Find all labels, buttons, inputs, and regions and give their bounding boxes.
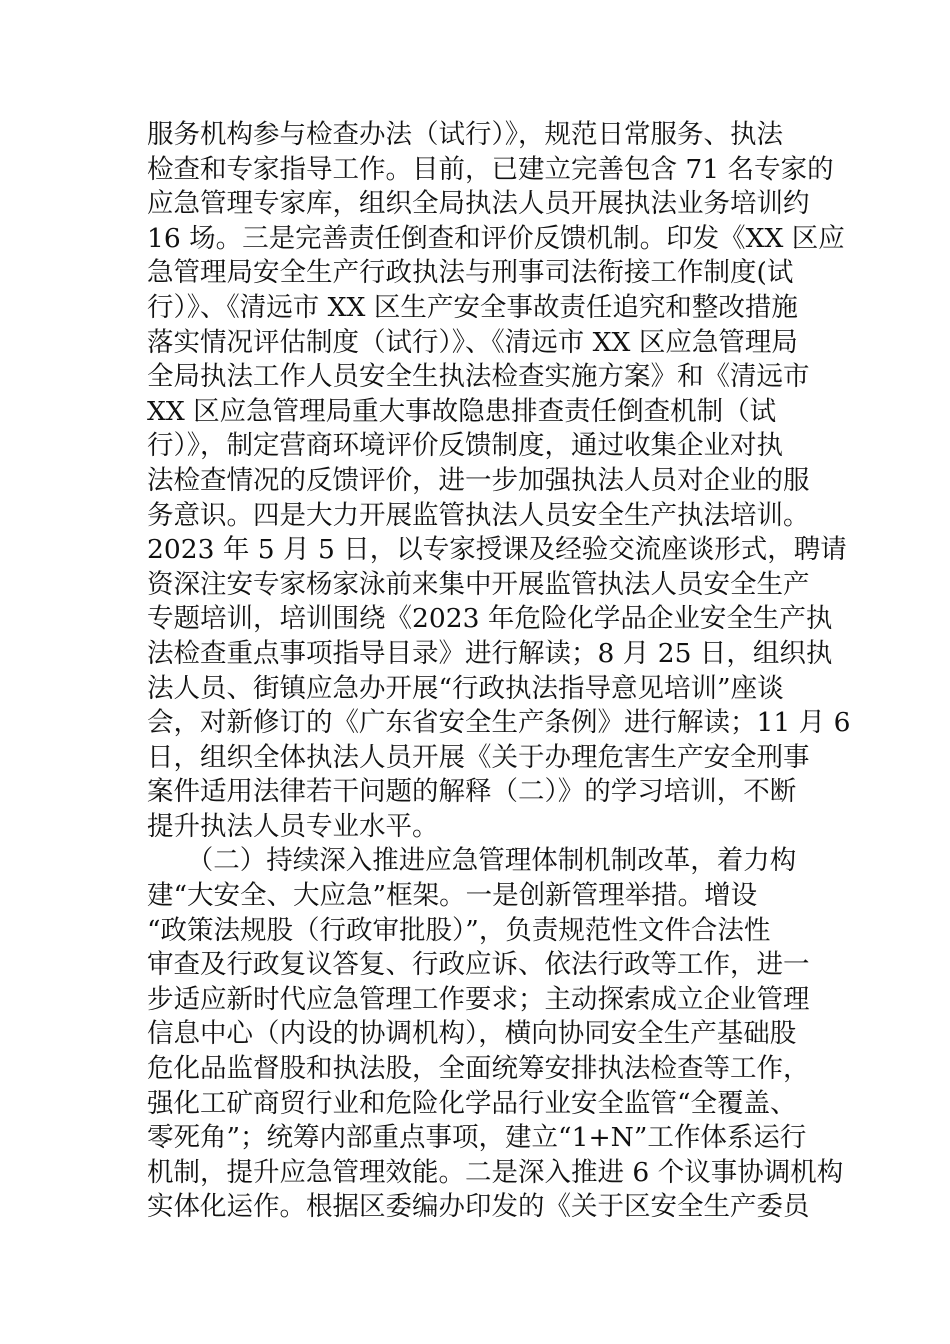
text-line: 审查及行政复议答复、行政应诉、依法行政等工作，进一 (147, 949, 810, 981)
text-line: 零死角”；统筹内部重点事项，建立“1+N”工作体系运行 (147, 1122, 807, 1154)
text-line: 检查和专家指导工作。目前，已建立完善包含 71 名专家的 (147, 153, 834, 185)
text-line: “政策法规股（行政审批股）”，负责规范性文件合法性 (147, 914, 771, 946)
text-line: 案件适用法律若干问题的解释（二）》的学习培训，不断 (147, 776, 797, 808)
text-line: 急管理局安全生产行政执法与刑事司法衔接工作制度(试 (147, 257, 794, 289)
text-line: 建“大安全、大应急”框架。一是创新管理举措。增设 (147, 880, 758, 912)
text-line: 法检查情况的反馈评价，进一步加强执法人员对企业的服 (147, 464, 810, 496)
text-line: 步适应新时代应急管理工作要求；主动探索成立企业管理 (147, 983, 810, 1015)
text-line: 法检查重点事项指导目录》进行解读；8 月 25 日，组织执 (147, 637, 833, 669)
text-line: 法人员、街镇应急办开展“行政执法指导意见培训”座谈 (147, 672, 784, 704)
text-line: 行）》，制定营商环境评价反馈制度，通过收集企业对执 (147, 430, 783, 462)
text-line: 服务机构参与检查办法（试行）》，规范日常服务、执法 (147, 119, 783, 150)
text-line: 2023 年 5 月 5 日，以专家授课及经验交流座谈形式，聘请 (147, 534, 847, 566)
text-line: 提升执法人员专业水平。 (147, 810, 439, 842)
text-line: 机制，提升应急管理效能。二是深入推进 6 个议事协调机构 (147, 1156, 844, 1188)
text-line: 专题培训，培训围绕《2023 年危险化学品企业安全生产执 (147, 603, 833, 635)
text-line: 务意识。四是大力开展监管执法人员安全生产执法培训。 (147, 499, 810, 531)
text-line: 危化品监督股和执法股，全面统筹安排执法检查等工作， (147, 1053, 810, 1085)
text-line: （二）持续深入推进应急管理体制机制改革，着力构 (147, 845, 797, 877)
text-line: 全局执法工作人员安全生执法检查实施方案》和《清远市 (147, 361, 810, 393)
text-line: 资深注安专家杨家泳前来集中开展监管执法人员安全生产 (147, 568, 810, 600)
text-line: 实体化运作。根据区委编办印发的《关于区安全生产委员 (147, 1191, 810, 1223)
text-line: 强化工矿商贸行业和危险化学品行业安全监管“全覆盖、 (147, 1087, 797, 1119)
text-line: 会，对新修订的《广东省安全生产条例》进行解读；11 月 6 (147, 707, 851, 739)
text-line: 应急管理专家库，组织全局执法人员开展执法业务培训约 (147, 188, 810, 220)
text-line: 16 场。三是完善责任倒查和评价反馈机制。印发《XX 区应 (147, 222, 845, 254)
text-line: 落实情况评估制度（试行）》、《清远市 XX 区应急管理局 (147, 326, 798, 358)
text-line: 信息中心（内设的协调机构），横向协同安全生产基础股 (147, 1018, 797, 1050)
text-line: 日，组织全体执法人员开展《关于办理危害生产安全刑事 (147, 741, 810, 773)
document-body-text (147, 118, 851, 1225)
text-line: XX 区应急管理局重大事故隐患排查责任倒查机制（试 (147, 395, 777, 427)
text-line: 行）》、《清远市 XX 区生产安全事故责任追究和整改措施 (147, 291, 798, 323)
